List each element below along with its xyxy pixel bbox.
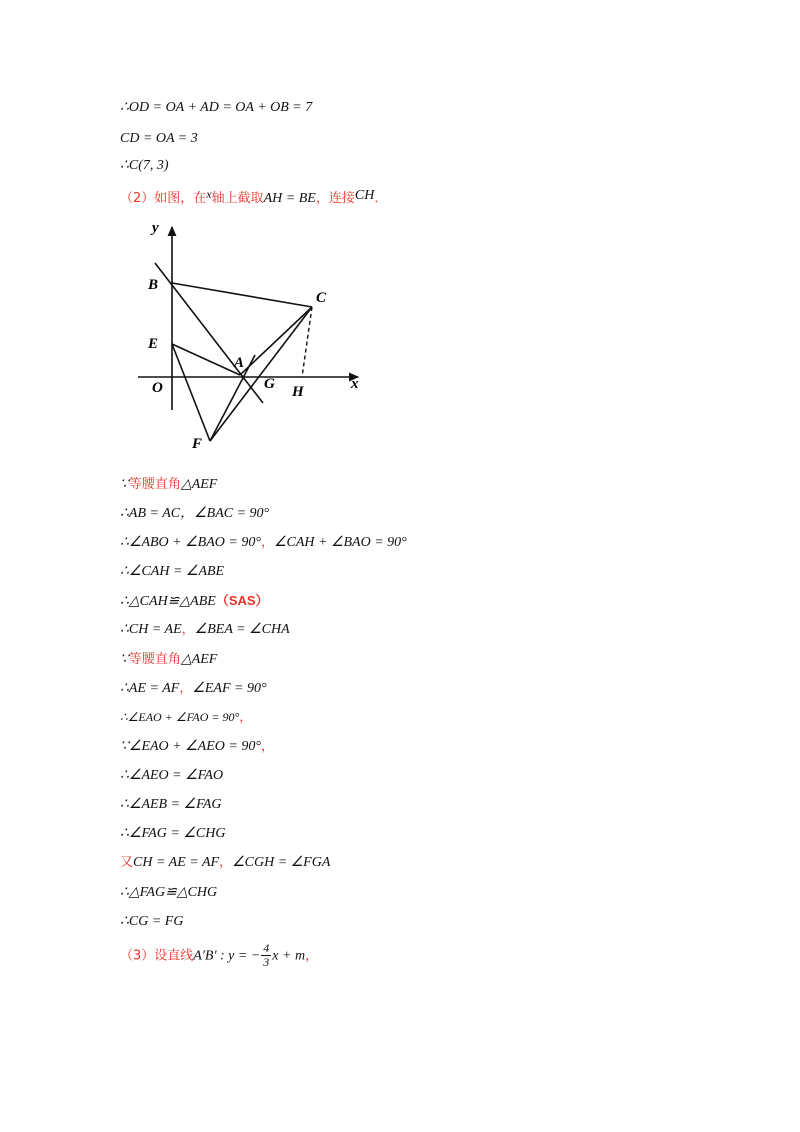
red-comma: ， <box>305 948 319 964</box>
label-h: H <box>292 384 304 400</box>
line-8: ∴∠CAH = ∠ABE <box>120 564 225 579</box>
line-1: ∴OD = OA + AD = OA + OB = 7 <box>120 100 313 115</box>
math-a: ∴∠EAO + ∠FAO = 90° <box>120 710 240 724</box>
math-triangle: △AEF <box>180 477 218 492</box>
math-a: ∴△CAH≌△ABE <box>120 594 216 609</box>
red-comma: ， <box>181 622 195 637</box>
red-comma: ， <box>179 681 193 696</box>
red-sas: （SAS） <box>215 593 269 608</box>
line-17: ∴∠FAG = ∠CHG <box>120 826 226 841</box>
line-21 <box>120 942 318 969</box>
math-b: ∠BEA = ∠CHA <box>194 622 290 637</box>
line-9 <box>120 592 269 611</box>
line-16: ∴∠AEB = ∠FAG <box>120 797 222 812</box>
label-y: y <box>152 220 159 236</box>
red-comma: ， <box>219 855 233 870</box>
math-eq-b: x + m <box>272 948 306 964</box>
label-f: F <box>192 436 203 452</box>
math-ch: CH <box>354 188 375 203</box>
math-b: ∠CGH = ∠FGA <box>232 855 331 870</box>
because-symbol: ∵ <box>120 652 129 667</box>
red-text: 又 <box>120 855 134 870</box>
red-text: （3）设直线 <box>120 948 194 964</box>
math-a: ∴CH = AE <box>120 622 182 637</box>
line-2: CD = OA = 3 <box>120 131 198 146</box>
line-12 <box>120 679 267 698</box>
line-13 <box>120 708 252 727</box>
math-a: ∴AE = AF <box>120 681 180 696</box>
math-a: ∴∠ABO + ∠BAO = 90° <box>120 535 261 550</box>
red-comma: ， <box>260 535 274 550</box>
red-comma: ， <box>260 739 274 754</box>
label-a: A <box>234 355 245 371</box>
line-4 <box>120 189 387 208</box>
red-text: 等腰直角 <box>128 652 181 667</box>
line-7 <box>120 533 407 552</box>
red-text: ，连接 <box>315 191 355 206</box>
math-ah-be: AH = BE <box>263 191 316 206</box>
math-a: ∵∠EAO + ∠AEO = 90° <box>120 739 261 754</box>
fraction-denominator: 3 <box>263 955 270 969</box>
fraction-numerator: 4 <box>263 941 270 955</box>
label-b: B <box>148 277 159 293</box>
red-text: ． <box>374 191 388 206</box>
label-g: G <box>264 376 275 392</box>
label-c: C <box>316 290 327 306</box>
because-symbol: ∵ <box>120 477 129 492</box>
red-text: 等腰直角 <box>128 477 181 492</box>
label-x: x <box>351 376 359 392</box>
fraction <box>261 942 271 969</box>
line-15: ∴∠AEO = ∠FAO <box>120 768 224 783</box>
math-a: CH = AE = AF <box>133 855 220 870</box>
line-5 <box>120 475 217 494</box>
math-x: x <box>206 187 212 201</box>
line-10 <box>120 620 290 639</box>
math-b: ∠CAH + ∠BAO = 90° <box>273 535 407 550</box>
red-text: （2）如图，在 <box>120 191 207 206</box>
label-e: E <box>148 336 159 352</box>
math-eq-a: A′B′ : y = − <box>193 948 261 964</box>
math-b: ∠EAF = 90° <box>192 681 267 696</box>
math-triangle: △AEF <box>180 652 218 667</box>
line-19: ∴△FAG≌△CHG <box>120 885 218 900</box>
line-20: ∴CG = FG <box>120 914 184 929</box>
red-comma: ， <box>239 710 253 725</box>
geometry-figure <box>130 215 370 460</box>
line-6: ∴AB = AC，∠BAC = 90° <box>120 506 270 521</box>
line-11 <box>120 650 217 669</box>
red-text: 轴上截取 <box>211 191 264 206</box>
label-o: O <box>152 380 163 396</box>
line-3: ∴C(7, 3) <box>120 158 169 173</box>
line-14 <box>120 737 274 756</box>
line-18 <box>120 853 330 872</box>
